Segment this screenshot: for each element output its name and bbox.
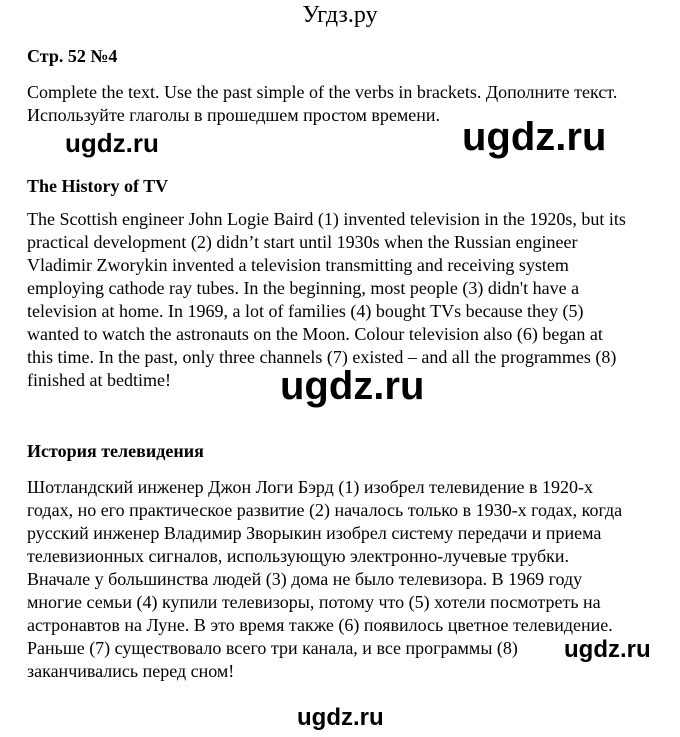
russian-line: Шотландский инженер Джон Логи Бэрд (1) изобрел телевидение в 1920-х <box>27 477 593 497</box>
russian-line: годах, но его практическое развитие (2) началось только в 1930-х годах, когда <box>27 500 623 520</box>
english-line: wanted to watch the astronauts on the Moon. Colour television also (6) began at <box>27 324 603 344</box>
russian-text <box>27 476 657 683</box>
english-line: finished at bedtime! <box>27 370 171 390</box>
russian-line: Вначале у большинства людей (3) дома не было телевизора. В 1969 году <box>27 569 583 589</box>
russian-line: заканчивались перед сном! <box>27 661 235 681</box>
watermark: ugdz.ru <box>297 704 384 731</box>
russian-line: русский инженер Владимир Зворыкин изобрел систему передачи и приема <box>27 523 602 543</box>
site-title: Угдз.ру <box>302 2 378 28</box>
english-line: employing cathode ray tubes. In the beginning, most people (3) didn't have a <box>27 278 580 298</box>
russian-section-title: История телевидения <box>27 441 204 461</box>
page-reference: Стр. 52 №4 <box>27 46 118 66</box>
russian-line: телевизионных сигналов, использующую электронно-лучевые трубки. <box>27 546 570 566</box>
watermark: ugdz.ru <box>462 115 607 159</box>
russian-line: Раньше (7) существовало всего три канала, и все программы (8) <box>27 638 518 658</box>
instruction-line: Complete the text. Use the past simple of the verbs in brackets. Дополните текст. <box>27 82 618 102</box>
russian-line: многие семьи (4) купили телевизоры, потому что (5) хотели посмотреть на <box>27 592 601 612</box>
instruction-line: Используйте глаголы в прошедшем простом времени. <box>27 105 441 125</box>
english-line: practical development (2) didn’t start until 1930s when the Russian engineer <box>27 232 578 252</box>
watermark: ugdz.ru <box>280 364 425 408</box>
english-line: television at home. In 1969, a lot of families (4) bought TVs because they (5) <box>27 301 584 321</box>
english-line: Vladimir Zworykin invented a television transmitting and receiving system <box>27 255 569 275</box>
russian-line: астронавтов на Луне. В это время также (6) появилось цветное телевидение. <box>27 615 613 635</box>
english-section-title: The History of TV <box>27 176 169 196</box>
english-line: The Scottish engineer John Logie Baird (1) invented television in the 1920s, but its <box>27 209 626 229</box>
watermark: ugdz.ru <box>564 636 651 663</box>
watermark: ugdz.ru <box>65 128 159 158</box>
english-line: this time. In the past, only three channels (7) existed – and all the programmes (8) <box>27 347 617 367</box>
